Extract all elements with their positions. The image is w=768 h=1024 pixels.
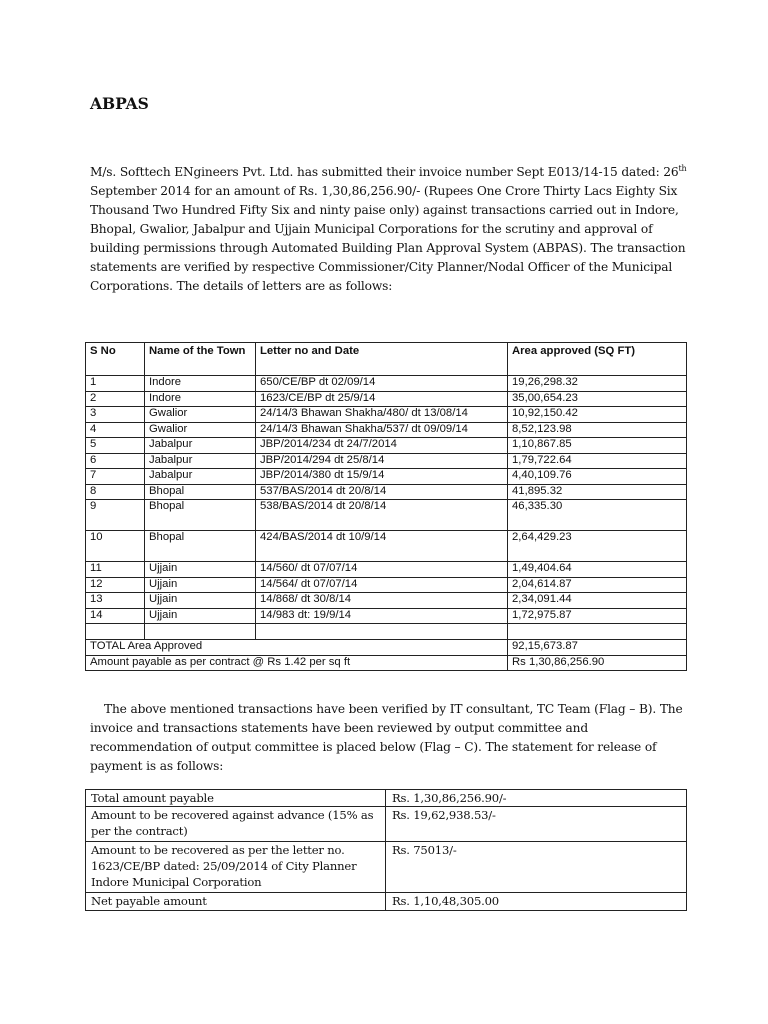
- cell-area: 2,34,091.44: [508, 593, 687, 609]
- payment-value: Rs. 19,62,938.53/-: [386, 807, 687, 842]
- header-town: Name of the Town: [145, 343, 256, 376]
- cell-town: Ujjain: [145, 593, 256, 609]
- cell-sno: 8: [86, 484, 145, 500]
- cell-letter: 650/CE/BP dt 02/09/14: [256, 376, 508, 392]
- cell-area: 2,64,429.23: [508, 531, 687, 562]
- total-value: 92,15,673.87: [508, 640, 687, 656]
- cell-sno: 6: [86, 453, 145, 469]
- table-row: [86, 608, 687, 624]
- payment-value: Rs. 1,30,86,256.90/-: [386, 790, 687, 807]
- table-row: [86, 376, 687, 392]
- cell-letter: JBP/2014/294 dt 25/8/14: [256, 453, 508, 469]
- total-label: TOTAL Area Approved: [86, 640, 508, 656]
- cell-town: Indore: [145, 391, 256, 407]
- cell-sno: 5: [86, 438, 145, 454]
- cell-letter: JBP/2014/380 dt 15/9/14: [256, 469, 508, 485]
- cell-area: 1,79,722.64: [508, 453, 687, 469]
- cell-letter: 14/868/ dt 30/8/14: [256, 593, 508, 609]
- table-row: [86, 453, 687, 469]
- cell-letter: 14/564/ dt 07/07/14: [256, 577, 508, 593]
- table-row: [86, 484, 687, 500]
- cell-sno: 14: [86, 608, 145, 624]
- table-row: [86, 422, 687, 438]
- cell-sno: 4: [86, 422, 145, 438]
- cell-sno: 13: [86, 593, 145, 609]
- cell-letter: 538/BAS/2014 dt 20/8/14: [256, 500, 508, 531]
- payment-row: [86, 842, 687, 893]
- empty-cell: [256, 624, 508, 640]
- table-row: [86, 500, 687, 531]
- payment-row: [86, 807, 687, 842]
- header-sno: S No: [86, 343, 145, 376]
- intro-ordinal-suffix: th: [678, 164, 687, 173]
- intro-text-start: M/s. Softtech ENgineers Pvt. Ltd. has submitted their invoice number Sept E013/14-15 dated: 26: [90, 165, 679, 179]
- payable-label: Amount payable as per contract @ Rs 1.42 per sq ft: [86, 655, 508, 671]
- table-row: [86, 531, 687, 562]
- cell-area: 1,72,975.87: [508, 608, 687, 624]
- cell-sno: 9: [86, 500, 145, 531]
- cell-area: 10,92,150.42: [508, 407, 687, 423]
- payment-label: Amount to be recovered as per the letter no. 1623/CE/BP dated: 25/09/2014 of City Planner Indore Municipal Corporation: [86, 842, 386, 893]
- payment-row: [86, 790, 687, 807]
- payment-label: Net payable amount: [86, 893, 386, 911]
- cell-town: Bhopal: [145, 500, 256, 531]
- header-letter: Letter no and Date: [256, 343, 508, 376]
- cell-town: Gwalior: [145, 407, 256, 423]
- table-row: [86, 469, 687, 485]
- payment-value: Rs. 1,10,48,305.00: [386, 893, 687, 911]
- cell-area: 4,40,109.76: [508, 469, 687, 485]
- payable-row: [86, 655, 687, 671]
- cell-sno: 2: [86, 391, 145, 407]
- cell-town: Indore: [145, 376, 256, 392]
- cell-area: 41,895.32: [508, 484, 687, 500]
- table-row: [86, 391, 687, 407]
- payment-value: Rs. 75013/-: [386, 842, 687, 893]
- table-row: [86, 407, 687, 423]
- cell-letter: 14/983 dt: 19/9/14: [256, 608, 508, 624]
- cell-town: Bhopal: [145, 484, 256, 500]
- cell-area: 2,04,614.87: [508, 577, 687, 593]
- cell-sno: 12: [86, 577, 145, 593]
- cell-sno: 1: [86, 376, 145, 392]
- cell-town: Gwalior: [145, 422, 256, 438]
- payment-row: [86, 893, 687, 911]
- cell-area: 46,335.30: [508, 500, 687, 531]
- cell-area: 8,52,123.98: [508, 422, 687, 438]
- intro-paragraph: [90, 163, 690, 296]
- cell-town: Ujjain: [145, 608, 256, 624]
- cell-sno: 11: [86, 562, 145, 578]
- cell-letter: JBP/2014/234 dt 24/7/2014: [256, 438, 508, 454]
- payment-label: Total amount payable: [86, 790, 386, 807]
- cell-town: Jabalpur: [145, 469, 256, 485]
- empty-cell: [508, 624, 687, 640]
- payable-value: Rs 1,30,86,256.90: [508, 655, 687, 671]
- table-row: [86, 562, 687, 578]
- table-row: [86, 593, 687, 609]
- verification-paragraph: The above mentioned transactions have been verified by IT consultant, TC Team (Flag – B). The invoice and transactions statements have been reviewed by output committee and recommendation of output committee is placed below (Flag – C). The statement for release of payment is as follows:: [90, 702, 683, 773]
- table-header-row: [86, 343, 687, 376]
- table-row: [86, 577, 687, 593]
- cell-area: 35,00,654.23: [508, 391, 687, 407]
- cell-town: Jabalpur: [145, 438, 256, 454]
- cell-sno: 7: [86, 469, 145, 485]
- cell-town: Jabalpur: [145, 453, 256, 469]
- page-heading: ABPAS: [90, 94, 149, 113]
- table-row-empty: [86, 624, 687, 640]
- payment-label: Amount to be recovered against advance (15% as per the contract): [86, 807, 386, 842]
- payment-table: [85, 789, 687, 911]
- cell-letter: 24/14/3 Bhawan Shakha/537/ dt 09/09/14: [256, 422, 508, 438]
- cell-town: Ujjain: [145, 562, 256, 578]
- table-row: [86, 438, 687, 454]
- cell-area: 1,10,867.85: [508, 438, 687, 454]
- total-row: [86, 640, 687, 656]
- cell-sno: 3: [86, 407, 145, 423]
- cell-letter: 14/560/ dt 07/07/14: [256, 562, 508, 578]
- area-approved-table: [85, 342, 687, 671]
- cell-letter: 537/BAS/2014 dt 20/8/14: [256, 484, 508, 500]
- cell-letter: 24/14/3 Bhawan Shakha/480/ dt 13/08/14: [256, 407, 508, 423]
- cell-town: Bhopal: [145, 531, 256, 562]
- cell-sno: 10: [86, 531, 145, 562]
- cell-area: 1,49,404.64: [508, 562, 687, 578]
- cell-area: 19,26,298.32: [508, 376, 687, 392]
- empty-cell: [145, 624, 256, 640]
- cell-letter: 1623/CE/BP dt 25/9/14: [256, 391, 508, 407]
- header-area: Area approved (SQ FT): [508, 343, 687, 376]
- cell-town: Ujjain: [145, 577, 256, 593]
- intro-text-end: September 2014 for an amount of Rs. 1,30,86,256.90/- (Rupees One Crore Thirty Lacs Eighty Six Thousand Two Hundred Fifty Six and ninty paise only) against transactions carried out in Indore, Bhopal, Gwalior, Jabalpur and Ujjain Municipal Corporations for the scrutiny and approval of building permissions through Automated Building Plan Approval System (ABPAS). The transaction statements are verified by respective Commissioner/City Planner/Nodal Officer of the Municipal Corporations. The details of letters are as follows:: [90, 184, 686, 293]
- empty-cell: [86, 624, 145, 640]
- cell-letter: 424/BAS/2014 dt 10/9/14: [256, 531, 508, 562]
